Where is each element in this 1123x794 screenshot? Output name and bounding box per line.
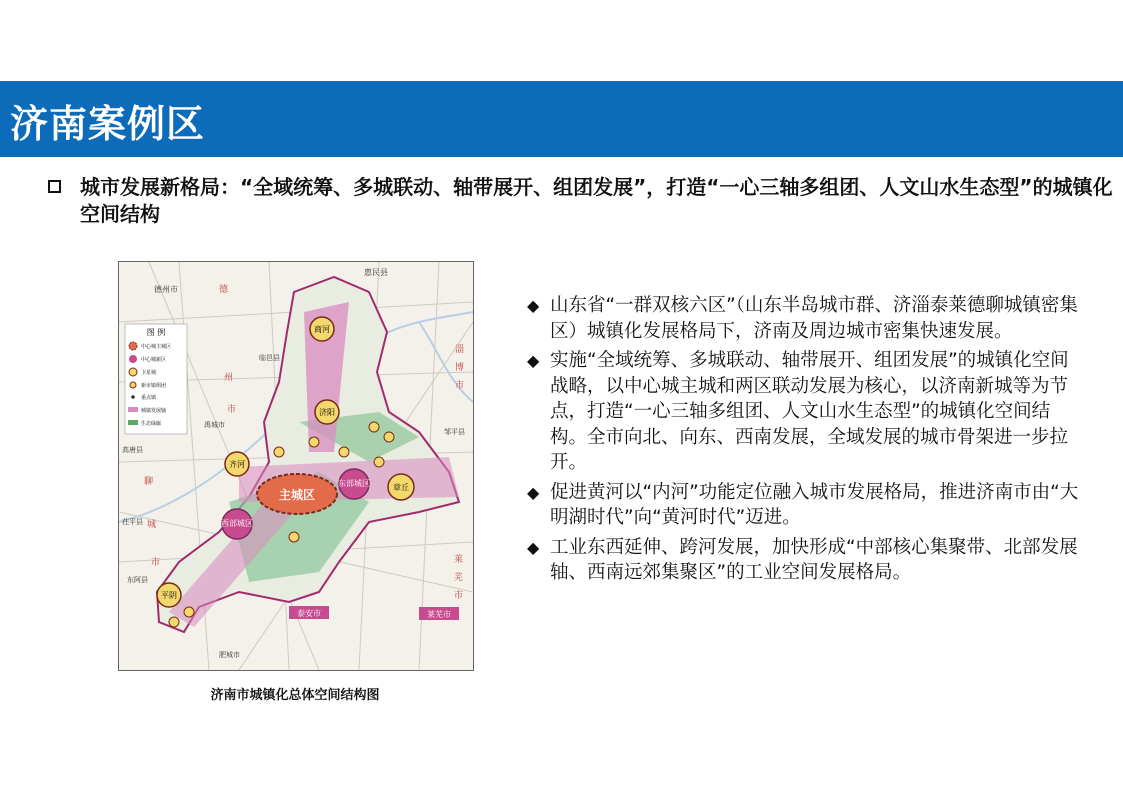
label-taian: 泰安市 <box>297 609 321 618</box>
legend-item: 卫星城 <box>141 370 157 376</box>
lead-paragraph <box>48 174 1113 228</box>
diamond-bullet-icon: ◆ <box>527 482 540 502</box>
svg-text:聊: 聊 <box>144 477 154 487</box>
label-zhangqiu: 章丘 <box>393 483 409 492</box>
diamond-bullet-icon: ◆ <box>527 351 540 370</box>
label-zhucheng: 主城区 <box>278 488 316 502</box>
legend-item: 中心城新区 <box>141 357 167 363</box>
label-qihe: 齐河 <box>229 460 245 469</box>
label-laiwu: 莱芜市 <box>427 610 451 619</box>
svg-text:市: 市 <box>455 381 465 391</box>
label-dong-e: 东阿县 <box>127 576 148 584</box>
svg-text:州: 州 <box>224 373 234 383</box>
lead-text: 城市发展新格局：“全域统筹、多城联动、轴带展开、组团发展”，打造“一心三轴多组团、人文山水生态型”的城镇化空间结构 <box>80 175 1113 226</box>
svg-text:城: 城 <box>147 520 157 530</box>
page-title: 济南案例区 <box>10 102 206 146</box>
label-chiping: 茌平县 <box>122 518 143 526</box>
bullet-text: 山东省“一群双核六区”（山东半岛城市群、济淄泰莱德聊城镇密集区）城镇化发展格局下，济南及周边城市密集快速发展。 <box>550 295 1078 342</box>
legend-item: 城镇发展轴 <box>141 408 167 414</box>
city-structure-map <box>118 261 474 671</box>
bullet-text: 工业东西延伸、跨河发展，加快形成“中部核心集聚带、北部发展轴、西南远郊集聚区”的工业空间发展格局。 <box>550 536 1078 583</box>
bullet-list <box>527 293 1087 590</box>
label-jiyang: 济阳 <box>319 408 335 417</box>
svg-text:淄: 淄 <box>455 345 465 355</box>
legend-item: 新市镇组团 <box>141 383 167 389</box>
svg-text:博: 博 <box>455 363 465 373</box>
label-linyi: 临邑县 <box>259 354 280 362</box>
svg-text:芜: 芜 <box>454 573 464 583</box>
bullet-item <box>527 480 1087 531</box>
map-image <box>119 262 473 670</box>
bullet-text: 促进黄河以“内河”功能定位融入城市发展格局，推进济南市由“大明湖时代”向“黄河时代”迈进。 <box>550 481 1079 528</box>
map-legend <box>125 324 187 434</box>
label-dongbu: 东部城区 <box>338 479 370 488</box>
label-yucheng: 禹城市 <box>204 421 225 429</box>
checkbox-bullet-icon <box>48 180 61 193</box>
svg-text:市: 市 <box>454 591 464 601</box>
map-caption: 济南市城镇化总体空间结构图 <box>210 688 380 703</box>
legend-title: 图 例 <box>146 328 166 337</box>
label-gaotang: 高唐县 <box>122 446 143 454</box>
svg-text:市: 市 <box>227 405 237 415</box>
bullet-item <box>527 348 1087 476</box>
svg-text:德: 德 <box>219 285 229 295</box>
legend-item: 中心城主城区 <box>141 344 172 350</box>
svg-text:市: 市 <box>151 558 161 568</box>
bullet-item <box>527 535 1087 586</box>
label-huimin: 惠民县 <box>364 268 388 277</box>
svg-text:莱: 莱 <box>454 555 464 565</box>
label-dezhou: 德州市 <box>154 285 178 294</box>
bullet-item <box>527 293 1087 344</box>
label-xibu: 西部城区 <box>221 519 253 528</box>
title-bar <box>0 81 1123 157</box>
legend-item: 重点镇 <box>141 395 157 401</box>
label-pingyin: 平阴 <box>161 591 177 600</box>
diamond-bullet-icon: ◆ <box>527 296 540 315</box>
legend-item: 生态绿廊 <box>141 421 162 427</box>
label-shanghe: 商河 <box>314 325 330 334</box>
label-zouping: 邹平县 <box>444 428 465 436</box>
diamond-bullet-icon: ◆ <box>527 537 540 557</box>
bullet-text: 实施“全域统筹、多城联动、轴带展开、组团发展”的城镇化空间战略，以中心城主城和两区联动发展为核心，以济南新城等为节点，打造“一心三轴多组团、人文山水生态型”的城镇化空间结构。全市向北、向东、西南发展，全域发展的城市骨架进一步拉开。 <box>550 350 1069 473</box>
label-feicheng: 肥城市 <box>219 651 240 659</box>
